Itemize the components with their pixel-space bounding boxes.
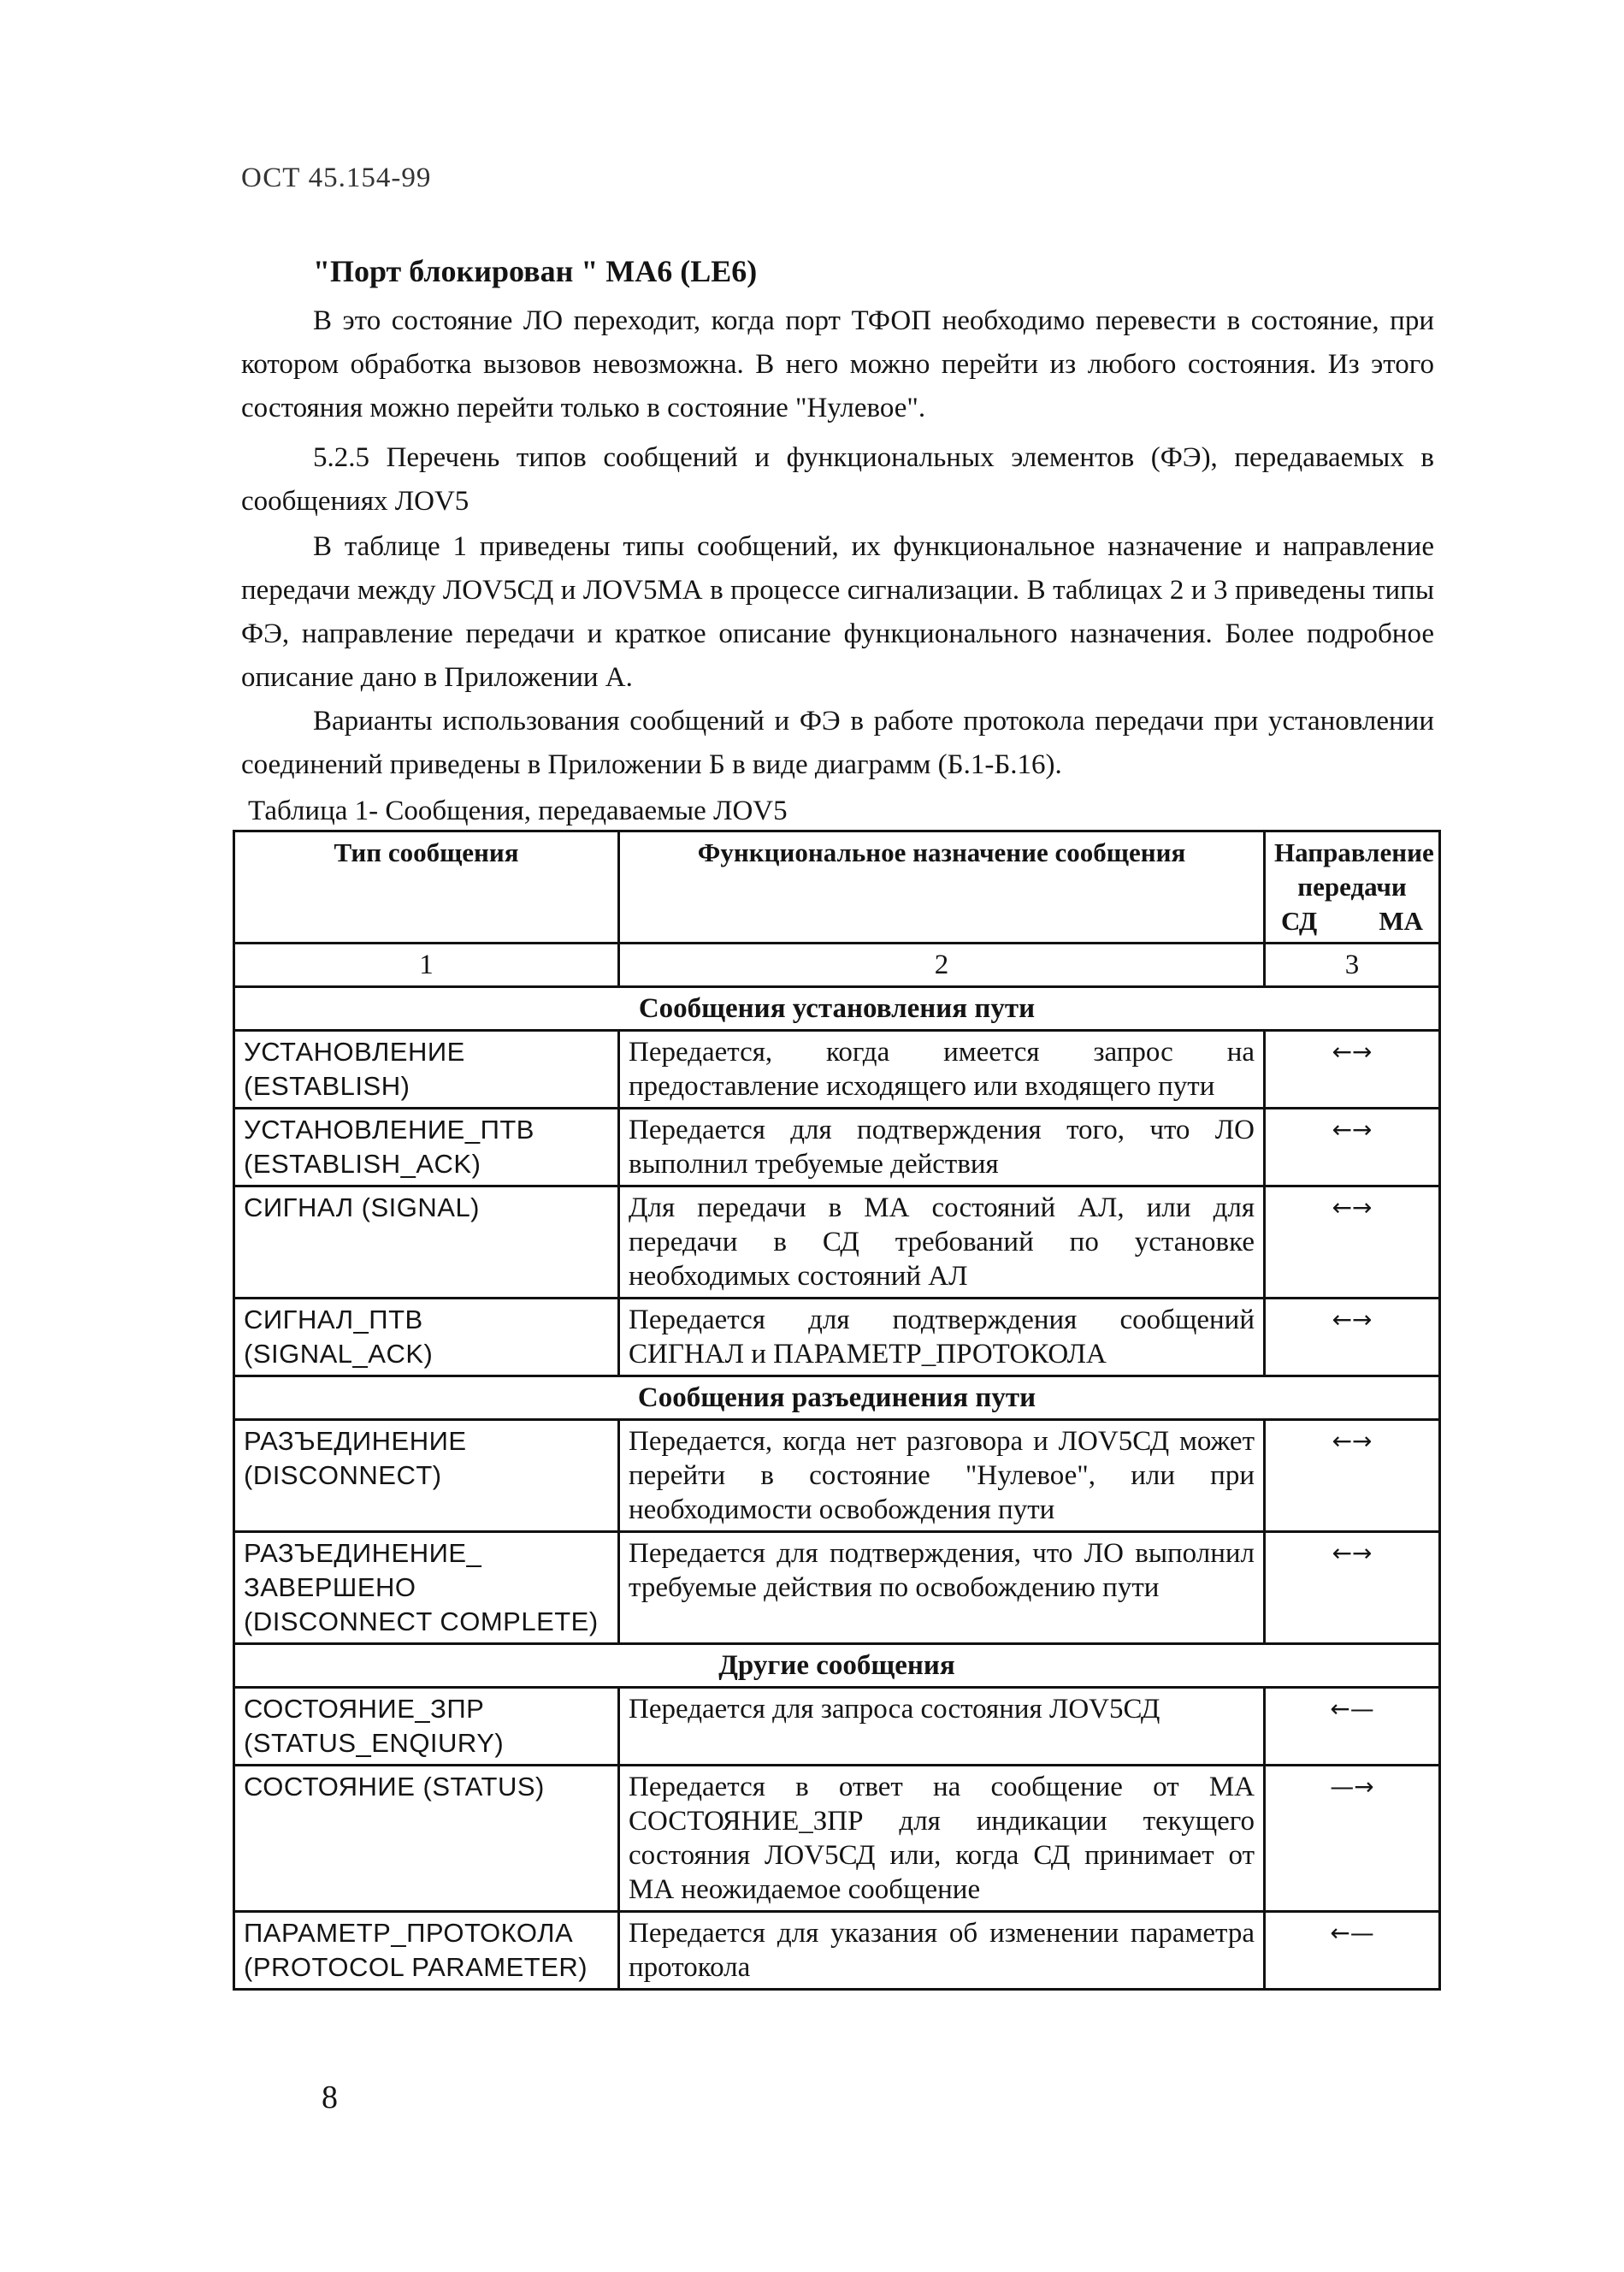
message-type-cell: ПАРАМЕТР_ПРОТОКОЛА (PROTOCOL PARAMETER) [234,1912,619,1990]
group-row [234,987,1440,1031]
table-header-row [234,831,1440,944]
message-type-cell: РАЗЪЕДИНЕНИЕ_ ЗАВЕРШЕНО (DISCONNECT COMPLETE) [234,1532,619,1644]
table-caption: Таблица 1- Сообщения, передаваемые ЛОV5 [248,796,788,826]
message-type-cell: СОСТОЯНИЕ (STATUS) [234,1766,619,1912]
direction-arrow-cell: ←→ [1265,1420,1440,1532]
table-row [234,1688,1440,1766]
message-description-cell: Передается для подтверждения, что ЛО выполнил требуемые действия по освобождению пути [619,1532,1265,1644]
column-number: 1 [234,944,619,987]
paragraph-port-blocked [241,299,1434,430]
direction-arrow-cell: ←→ [1265,1299,1440,1376]
group-title: Другие сообщения [234,1644,1440,1688]
paragraph-text: В таблице 1 приведены типы сообщений, их функциональное назначение и направление передачи между ЛОV5СД и ЛОV5МА в процессе сигнализации. В таблицах 2 и 3 приведены типы ФЭ, направление передачи и краткое описание функционального назначения. Более подробное описание дано в Приложении А. [241,531,1434,693]
column-number-row [234,944,1440,987]
direction-arrow-cell: ←→ [1265,1532,1440,1644]
paragraph-clause-5-2-5 [241,436,1434,524]
message-type-cell: УСТАНОВЛЕНИЕ_ПТВ (ESTABLISH_ACK) [234,1109,619,1186]
group-row [234,1376,1440,1420]
message-type-cell: СИГНАЛ (SIGNAL) [234,1186,619,1299]
direction-arrow-cell: ←→ [1265,1186,1440,1299]
paragraph-table-description [241,525,1434,700]
message-type-cell: РАЗЪЕДИНЕНИЕ (DISCONNECT) [234,1420,619,1532]
message-description-cell: Для передачи в МА состояний АЛ, или для передачи в СД требований по установке необходимых состояний АЛ [619,1186,1265,1299]
message-description-cell: Передается для подтверждения того, что ЛО выполнил требуемые действия [619,1109,1265,1186]
header-function: Функциональное назначение сообщения [619,831,1265,944]
message-description-cell: Передается для подтверждения сообщений СИГНАЛ и ПАРАМЕТР_ПРОТОКОЛА [619,1299,1265,1376]
message-description-cell: Передается, когда нет разговора и ЛОV5СД может перейти в состояние "Нулевое", или при необходимости освобождения пути [619,1420,1265,1532]
table-row [234,1109,1440,1186]
paragraph-text: 5.2.5 Перечень типов сообщений и функциональных элементов (ФЭ), передаваемых в сообщениях ЛОV5 [241,442,1434,517]
document-code: ОСТ 45.154-99 [241,163,432,193]
direction-arrow-cell: ←→ [1265,1109,1440,1186]
direction-sd-label: СД [1281,906,1318,936]
header-direction [1265,831,1440,944]
section-heading: "Порт блокирован " МА6 (LE6) [313,254,758,288]
table-row [234,1766,1440,1912]
group-title: Сообщения установления пути [234,987,1440,1031]
message-description-cell: Передается в ответ на сообщение от МА СОСТОЯНИЕ_ЗПР для индикации текущего состояния ЛОV5СД или, когда СД принимает от МА неожидаемое сообщение [619,1766,1265,1912]
paragraph-text: Варианты использования сообщений и ФЭ в работе протокола передачи при установлении соединений приведены в Приложении Б в виде диаграмм (Б.1-Б.16). [241,706,1434,780]
message-type-cell: УСТАНОВЛЕНИЕ (ESTABLISH) [234,1031,619,1109]
page-number: 8 [322,2080,338,2115]
message-description-cell: Передается для запроса состояния ЛОV5СД [619,1688,1265,1766]
direction-arrow-cell: ←→ [1265,1031,1440,1109]
table-row [234,1186,1440,1299]
message-description-cell: Передается для указания об изменении параметра протокола [619,1912,1265,1990]
message-type-cell: СОСТОЯНИЕ_ЗПР (STATUS_ENQIURY) [234,1688,619,1766]
table-row [234,1031,1440,1109]
direction-arrow-cell: ←— [1265,1912,1440,1990]
table-row [234,1912,1440,1990]
header-message-type: Тип сообщения [234,831,619,944]
table-row [234,1532,1440,1644]
table-row [234,1420,1440,1532]
direction-arrow-cell: ←— [1265,1688,1440,1766]
paragraph-variants [241,700,1434,787]
column-number: 3 [1265,944,1440,987]
group-title: Сообщения разъединения пути [234,1376,1440,1420]
direction-ma-label: МА [1379,906,1423,936]
message-type-cell: СИГНАЛ_ПТВ (SIGNAL_ACK) [234,1299,619,1376]
message-description-cell: Передается, когда имеется запрос на предоставление исходящего или входящего пути [619,1031,1265,1109]
direction-arrow-cell: —→ [1265,1766,1440,1912]
messages-table [233,830,1441,1991]
table-row [234,1299,1440,1376]
column-number: 2 [619,944,1265,987]
header-direction-label: Направление передачи [1274,837,1434,902]
group-row [234,1644,1440,1688]
paragraph-text: В это состояние ЛО переходит, когда порт ТФОП необходимо перевести в состояние, при котором обработка вызовов невозможна. В него можно перейти из любого состояния. Из этого состояния можно перейти только в состояние "Нулевое". [241,305,1434,423]
header-direction-endpoints [1274,904,1430,938]
